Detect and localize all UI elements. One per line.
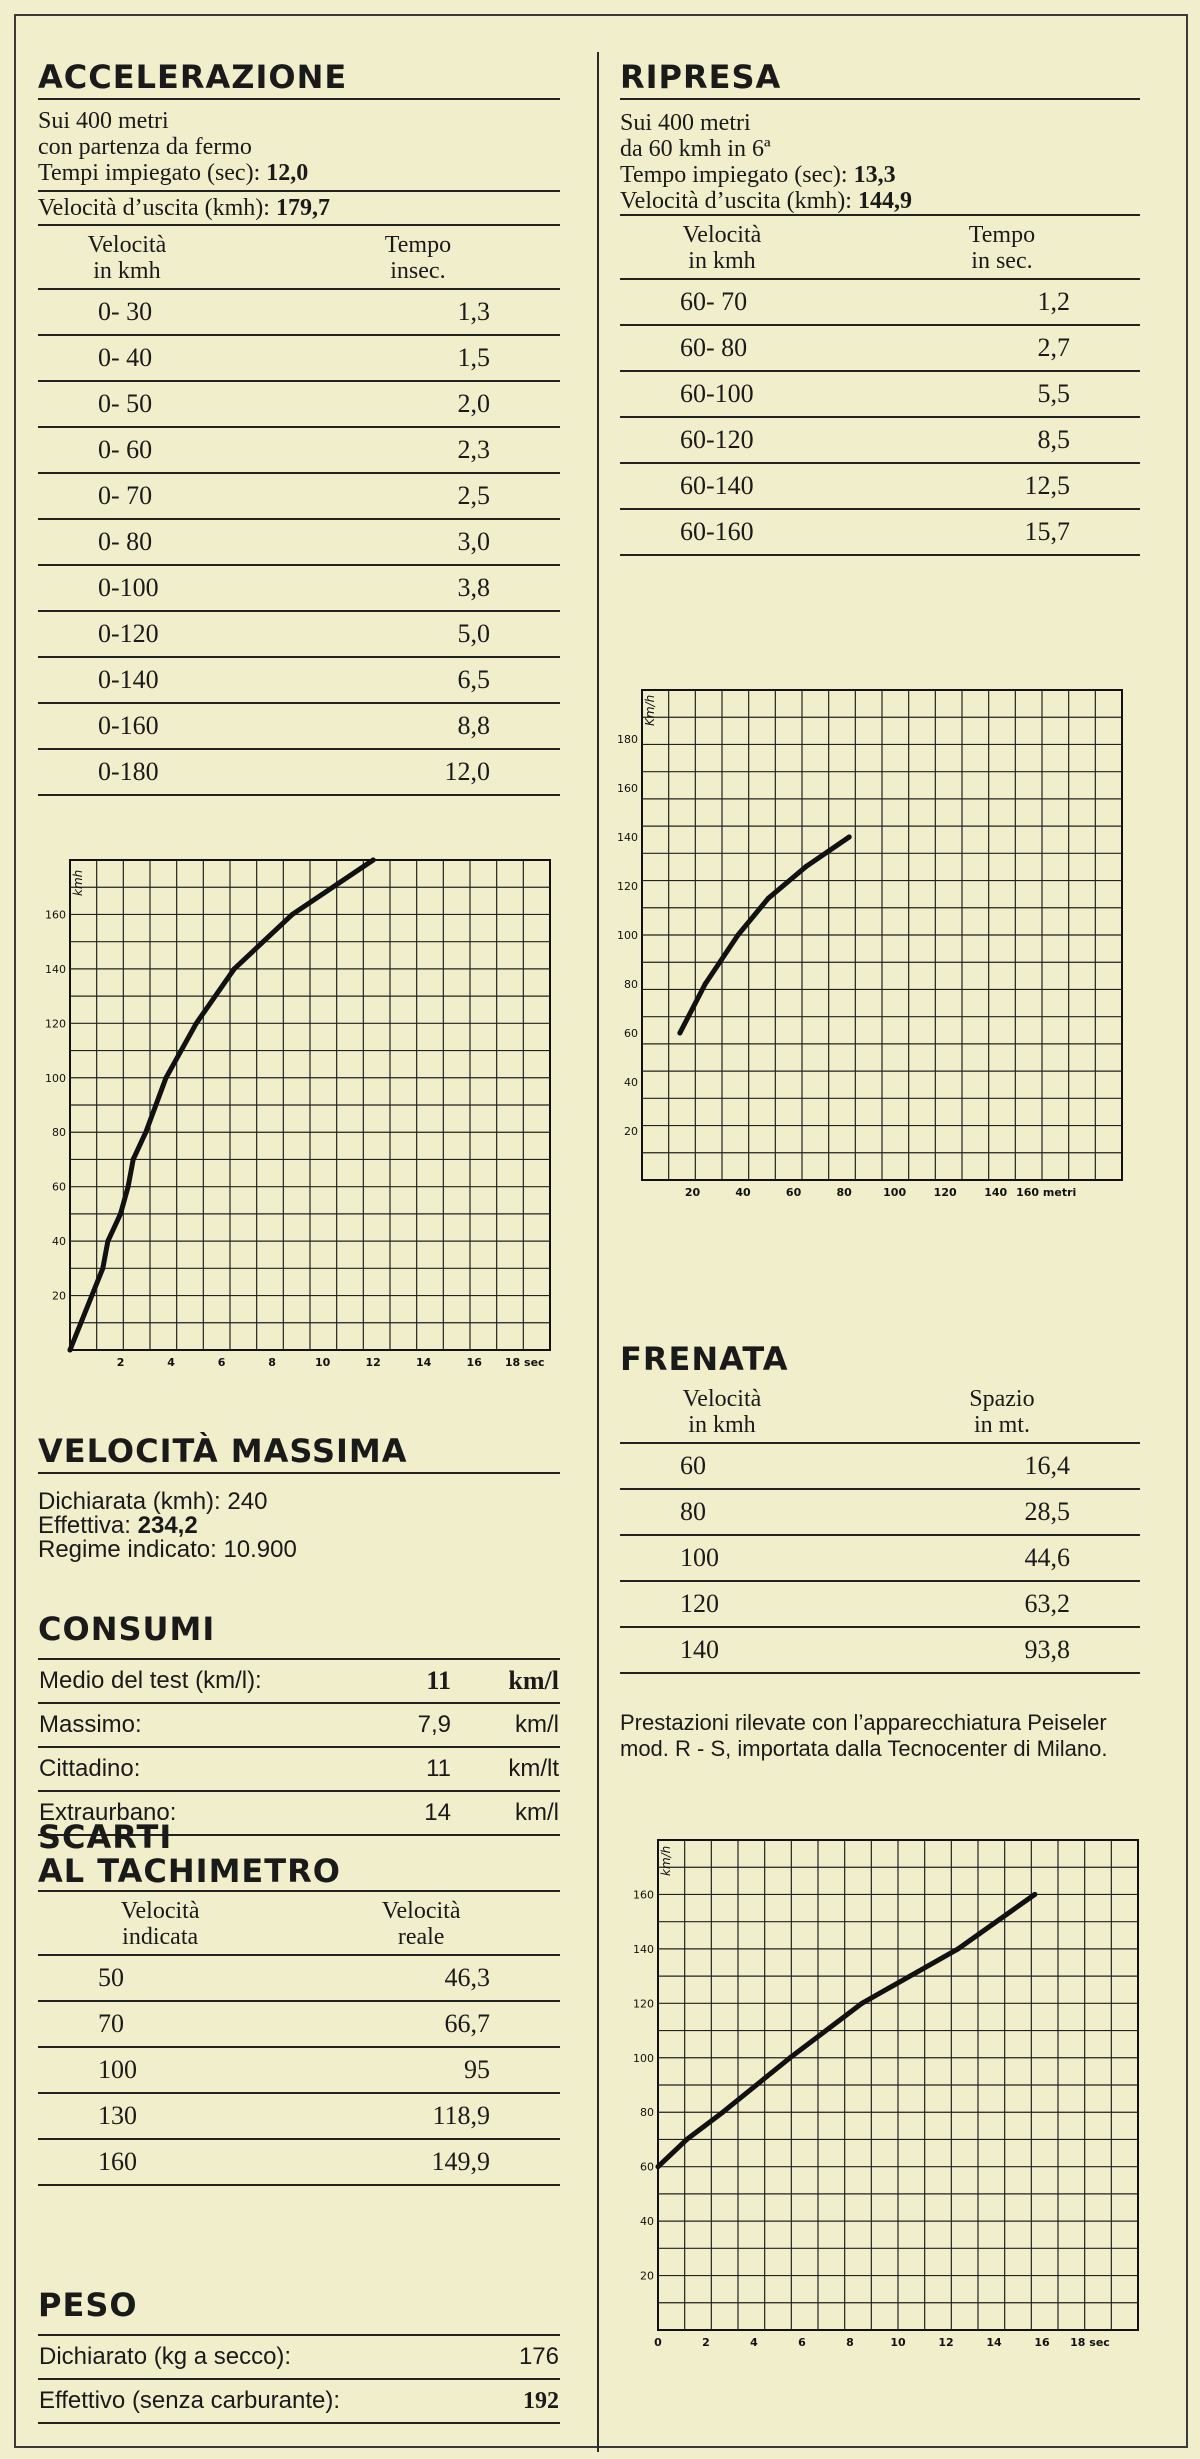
table-cell-key: 0- 50 <box>38 381 216 427</box>
consumi-value: 11 <box>340 1747 452 1791</box>
y-tick-label: 60 <box>640 2160 654 2174</box>
peso-dichiarato-label: Dichiarato (kg a secco): <box>38 2335 496 2379</box>
x-tick-label: 2 <box>116 1356 125 1369</box>
table-cell-key: 0-120 <box>38 611 216 657</box>
x-tick-label: 12 <box>365 1356 381 1369</box>
table-cell-value: 16,4 <box>824 1443 1140 1489</box>
x-tick-label: 4 <box>167 1356 175 1369</box>
rip-line1: Sui 400 metri <box>620 110 751 136</box>
velocita-massima-body <box>38 1490 560 1562</box>
data-point <box>703 982 708 987</box>
scarti-title-line2: AL TACHIMETRO <box>38 1852 341 1890</box>
x-tick-label: 18 sec <box>1070 2336 1110 2349</box>
x-tick-label: 10 <box>890 2336 906 2349</box>
data-point <box>164 1075 169 1080</box>
data-point <box>684 2137 689 2142</box>
acc-line1: Sui 400 metri <box>38 108 169 134</box>
y-tick-label: 20 <box>624 1125 638 1138</box>
table-row <box>620 325 1140 371</box>
rip-uscita-label: Velocità d’uscita (kmh): <box>620 188 852 214</box>
x-tick-label: 160 metri <box>1016 1186 1077 1199</box>
accelerazione-chart <box>40 850 560 1390</box>
table-cell-value: 28,5 <box>824 1489 1140 1535</box>
y-axis-label: kmh <box>71 869 85 896</box>
acc-uscita-label: Velocità d’uscita (kmh): <box>38 195 270 221</box>
peso-row-effettivo <box>38 2379 560 2423</box>
rip-tempo-label: Tempo impiegato (sec): <box>620 162 848 188</box>
y-tick-label: 80 <box>624 978 638 991</box>
table-cell-key: 60-140 <box>620 463 824 509</box>
y-tick-label: 120 <box>45 1017 66 1031</box>
rip-col1-header: Velocità in kmh <box>620 215 824 279</box>
accelerazione-section <box>38 58 560 796</box>
data-point <box>788 2055 793 2060</box>
y-tick-label: 40 <box>640 2215 654 2229</box>
y-tick-label: 180 <box>617 733 638 746</box>
table-cell-key: 60-120 <box>620 417 824 463</box>
ripresa-table <box>620 214 1140 556</box>
table-row <box>38 335 560 381</box>
consumi-label: Massimo: <box>38 1703 340 1747</box>
vm-dichiarata <box>38 1490 560 1514</box>
consumi-row <box>38 1703 560 1747</box>
rip-line2: da 60 kmh in 6ª <box>620 136 771 162</box>
table-cell-key: 0- 30 <box>38 289 216 335</box>
x-tick-label: 40 <box>735 1186 751 1199</box>
acc-col1-header: Velocità in kmh <box>38 225 216 289</box>
x-tick-label: 100 <box>883 1186 907 1199</box>
vm-effettiva-value: 234,2 <box>137 1512 198 1539</box>
y-tick-label: 80 <box>52 1126 66 1140</box>
table-row <box>38 519 560 565</box>
data-point <box>956 1946 961 1951</box>
scarti-title <box>38 1820 560 1892</box>
frenata-note: Prestazioni rilevate con l’apparecchiatura Peiseler mod. R - S, importata dalla Tecnocenter di Milano. <box>620 1710 1108 1761</box>
rip-uscita <box>620 188 1140 214</box>
x-tick-label: 6 <box>217 1356 226 1369</box>
table-cell-key: 160 <box>38 2139 282 2185</box>
table-row <box>620 509 1140 555</box>
consumi-unit: km/l <box>452 1659 560 1703</box>
table-row <box>38 2001 560 2047</box>
x-tick-label: 80 <box>836 1186 852 1199</box>
data-point <box>736 933 741 938</box>
acc-line2: con partenza da fermo <box>38 134 252 160</box>
x-tick-label: 0 <box>654 2336 662 2349</box>
scarti-col2-header: Velocità reale <box>282 1892 560 1955</box>
table-cell-value: 6,5 <box>216 657 560 703</box>
table-cell-value: 95 <box>282 2047 560 2093</box>
frenata-section <box>620 1340 1140 1762</box>
data-point <box>804 864 809 869</box>
data-point <box>290 912 295 917</box>
consumi-label: Extraurbano: <box>38 1791 340 1835</box>
x-tick-label: 6 <box>798 2336 806 2349</box>
data-point <box>656 2164 661 2169</box>
table-cell-value: 46,3 <box>282 1955 560 2001</box>
table-cell-value: 12,5 <box>824 463 1140 509</box>
consumi-title: CONSUMI <box>38 1610 216 1648</box>
y-tick-label: 100 <box>617 929 638 942</box>
data-point <box>847 835 852 840</box>
x-tick-label: 10 <box>314 1356 331 1369</box>
table-cell-key: 0- 80 <box>38 519 216 565</box>
y-tick-label: 80 <box>640 2106 654 2120</box>
table-cell-key: 100 <box>620 1535 824 1581</box>
data-point <box>677 1031 682 1036</box>
ripresa-title: RIPRESA <box>620 58 1140 100</box>
peso-title: PESO <box>38 2286 138 2324</box>
table-cell-value: 5,5 <box>824 371 1140 417</box>
y-tick-label: 120 <box>633 1997 654 2011</box>
table-row <box>38 427 560 473</box>
table-cell-value: 149,9 <box>282 2139 560 2185</box>
table-cell-key: 140 <box>620 1627 824 1673</box>
y-axis-label: km/h <box>659 1845 673 1876</box>
table-cell-value: 8,8 <box>216 703 560 749</box>
table-row <box>38 611 560 657</box>
data-point <box>371 858 376 863</box>
table-cell-key: 0-140 <box>38 657 216 703</box>
data-point <box>860 2001 865 2006</box>
y-axis-label: Km/h <box>643 694 657 726</box>
table-row <box>620 279 1140 325</box>
table-cell-key: 70 <box>38 2001 282 2047</box>
consumi-value: 7,9 <box>340 1703 452 1747</box>
table-cell-key: 60- 70 <box>620 279 824 325</box>
table-row <box>38 289 560 335</box>
accelerazione-title: ACCELERAZIONE <box>38 58 560 100</box>
table-cell-value: 66,7 <box>282 2001 560 2047</box>
table-cell-value: 5,0 <box>216 611 560 657</box>
ripresa-intro <box>620 110 1140 214</box>
data-point <box>131 1157 136 1162</box>
consumi-label: Cittadino: <box>38 1747 340 1791</box>
table-cell-value: 93,8 <box>824 1627 1140 1673</box>
consumi-section <box>38 1610 560 1836</box>
data-point <box>105 1239 110 1244</box>
vm-effettiva <box>38 1514 560 1538</box>
consumi-unit: km/l <box>452 1791 560 1835</box>
table-cell-key: 0-160 <box>38 703 216 749</box>
table-cell-key: 0- 70 <box>38 473 216 519</box>
table-row <box>620 1627 1140 1673</box>
accelerazione-chart-svg <box>40 850 560 1390</box>
consumi-label: Medio del test (km/l): <box>38 1659 340 1703</box>
table-cell-value: 118,9 <box>282 2093 560 2139</box>
y-tick-label: 40 <box>624 1076 638 1089</box>
x-tick-label: 18 sec <box>504 1356 545 1369</box>
table-row <box>620 371 1140 417</box>
vm-dichiarata-value: 240 <box>227 1488 268 1515</box>
data-point <box>194 1021 199 1026</box>
y-tick-label: 160 <box>45 908 66 922</box>
velocita-massima-section <box>38 1432 560 1562</box>
table-cell-key: 0-100 <box>38 565 216 611</box>
y-tick-label: 60 <box>52 1180 66 1194</box>
table-cell-key: 60-100 <box>620 371 824 417</box>
y-tick-label: 140 <box>633 1942 654 1956</box>
table-row <box>620 1489 1140 1535</box>
peso-effettivo-label: Effettivo (senza carburante): <box>38 2379 496 2423</box>
peso-dichiarato-value: 176 <box>496 2335 560 2379</box>
vm-effettiva-label: Effettiva: <box>38 1512 131 1539</box>
x-tick-label: 140 <box>984 1186 1008 1199</box>
x-tick-label: 14 <box>416 1356 432 1369</box>
tachimetro-chart-svg <box>628 1830 1148 2370</box>
table-cell-key: 60-160 <box>620 509 824 555</box>
table-row <box>620 463 1140 509</box>
vm-regime <box>38 1538 560 1562</box>
data-point <box>1032 1892 1037 1897</box>
consumi-unit: km/l <box>452 1703 560 1747</box>
y-tick-label: 100 <box>633 2051 654 2065</box>
rip-tempo-value: 13,3 <box>853 162 896 188</box>
data-point <box>232 966 237 971</box>
consumi-value: 14 <box>340 1791 452 1835</box>
accelerazione-table <box>38 224 560 796</box>
y-tick-label: 100 <box>45 1071 66 1085</box>
x-tick-label: 8 <box>846 2336 854 2349</box>
table-cell-value: 2,5 <box>216 473 560 519</box>
table-cell-value: 3,8 <box>216 565 560 611</box>
vm-dichiarata-label: Dichiarata (kmh): <box>38 1488 221 1515</box>
acc-uscita <box>38 192 560 224</box>
x-tick-label: 20 <box>684 1186 701 1199</box>
frenata-title: FRENATA <box>620 1340 789 1378</box>
consumi-table <box>38 1658 560 1836</box>
consumi-unit: km/lt <box>452 1747 560 1791</box>
peso-effettivo-value: 192 <box>496 2379 560 2423</box>
y-tick-label: 40 <box>52 1235 66 1249</box>
y-tick-label: 160 <box>617 782 638 795</box>
table-row <box>38 2139 560 2185</box>
x-tick-label: 4 <box>750 2336 758 2349</box>
scarti-table <box>38 1892 560 2186</box>
table-cell-value: 44,6 <box>824 1535 1140 1581</box>
acc-tempo-value: 12,0 <box>266 160 309 186</box>
table-row <box>38 657 560 703</box>
table-cell-value: 2,3 <box>216 427 560 473</box>
consumi-row <box>38 1659 560 1703</box>
scarti-col1-header: Velocità indicata <box>38 1892 282 1955</box>
velocita-massima-title: VELOCITÀ MASSIMA <box>38 1432 560 1474</box>
ripresa-chart <box>612 680 1132 1220</box>
table-cell-value: 1,5 <box>216 335 560 381</box>
x-tick-label: 14 <box>986 2336 1002 2349</box>
accelerazione-intro <box>38 108 560 186</box>
table-row <box>38 1955 560 2001</box>
table-cell-key: 100 <box>38 2047 282 2093</box>
x-tick-label: 16 <box>466 1356 482 1369</box>
ripresa-chart-svg <box>612 680 1132 1220</box>
table-cell-key: 0- 40 <box>38 335 216 381</box>
x-tick-label: 60 <box>785 1186 802 1199</box>
table-cell-value: 2,7 <box>824 325 1140 371</box>
table-cell-value: 63,2 <box>824 1581 1140 1627</box>
data-point <box>720 2110 725 2115</box>
table-row <box>620 1581 1140 1627</box>
y-tick-label: 20 <box>52 1289 66 1303</box>
x-tick-label: 12 <box>938 2336 954 2349</box>
table-row <box>38 473 560 519</box>
acc-uscita-value: 179,7 <box>275 195 330 221</box>
data-point <box>126 1184 131 1189</box>
table-cell-key: 120 <box>620 1581 824 1627</box>
table-cell-key: 0-180 <box>38 749 216 795</box>
y-tick-label: 140 <box>45 962 66 976</box>
vm-regime-value: 10.900 <box>223 1536 297 1563</box>
y-tick-label: 20 <box>640 2269 654 2283</box>
table-row <box>38 2047 560 2093</box>
table-cell-key: 60- 80 <box>620 325 824 371</box>
consumi-value: 11 <box>340 1659 452 1703</box>
fren-col2-header: Spazio in mt. <box>824 1380 1140 1443</box>
table-cell-value: 2,0 <box>216 381 560 427</box>
table-cell-key: 80 <box>620 1489 824 1535</box>
table-row <box>38 2093 560 2139</box>
table-row <box>620 1535 1140 1581</box>
table-row <box>38 381 560 427</box>
scarti-title-line1: SCARTI <box>38 1818 173 1856</box>
acc-col2-header: Tempo insec. <box>216 225 560 289</box>
table-cell-value: 1,3 <box>216 289 560 335</box>
table-row <box>620 417 1140 463</box>
data-point <box>118 1211 123 1216</box>
table-cell-value: 15,7 <box>824 509 1140 555</box>
table-cell-key: 50 <box>38 1955 282 2001</box>
tachimetro-chart <box>628 1830 1148 2370</box>
table-cell-value: 12,0 <box>216 749 560 795</box>
fren-col1-header: Velocità in kmh <box>620 1380 824 1443</box>
y-tick-label: 60 <box>624 1027 638 1040</box>
y-tick-label: 140 <box>617 831 638 844</box>
table-cell-value: 1,2 <box>824 279 1140 325</box>
frenata-table <box>620 1380 1140 1674</box>
table-cell-key: 60 <box>620 1443 824 1489</box>
y-tick-label: 120 <box>617 880 638 893</box>
table-cell-key: 0- 60 <box>38 427 216 473</box>
peso-table <box>38 2334 560 2424</box>
rip-tempo <box>620 162 1140 188</box>
x-tick-label: 120 <box>933 1186 957 1199</box>
table-row <box>38 565 560 611</box>
column-divider <box>597 52 599 2452</box>
y-tick-label: 160 <box>633 1888 654 1902</box>
table-row <box>38 703 560 749</box>
rip-col2-header: Tempo in sec. <box>824 215 1140 279</box>
table-cell-value: 8,5 <box>824 417 1140 463</box>
data-point <box>766 896 771 901</box>
scarti-section <box>38 1820 560 2186</box>
x-tick-label: 2 <box>702 2336 710 2349</box>
peso-section <box>38 2286 560 2424</box>
rip-uscita-value: 144,9 <box>857 188 912 214</box>
ripresa-section <box>620 58 1140 556</box>
table-cell-key: 130 <box>38 2093 282 2139</box>
consumi-row <box>38 1747 560 1791</box>
acc-tempo <box>38 160 560 186</box>
data-point <box>68 1348 73 1353</box>
acc-tempo-label: Tempi impiegato (sec): <box>38 160 261 186</box>
table-row <box>620 1443 1140 1489</box>
x-tick-label: 16 <box>1034 2336 1050 2349</box>
peso-row-dichiarato <box>38 2335 560 2379</box>
data-point <box>100 1266 105 1271</box>
data-point <box>143 1130 148 1135</box>
vm-regime-label: Regime indicato: <box>38 1536 217 1563</box>
table-cell-value: 3,0 <box>216 519 560 565</box>
x-tick-label: 8 <box>268 1356 276 1369</box>
table-row <box>38 749 560 795</box>
